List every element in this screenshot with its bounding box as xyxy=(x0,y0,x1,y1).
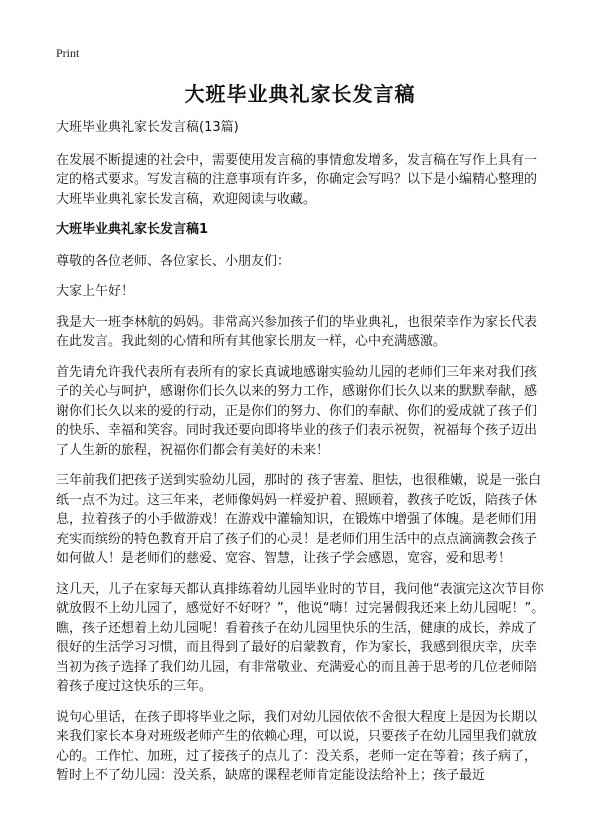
article-body xyxy=(56,118,548,797)
paragraph: 我是大一班李林航的妈妈。非常高兴参加孩子们的毕业典礼，也很荣幸作为家长代表在此发言。我此刻的心情和所有其他家长朋友一样，心中充满感激。 xyxy=(56,314,538,349)
paragraph: 三年前我们把孩子送到实验幼儿园，那时的 孩子害羞、胆怯，也很稚嫩，说是一张白纸一点不为过。这三年来，老师像妈妈一样爱护着、照顾着，教孩子吃饭，陪孩子休息，拉着孩子的小手做游戏！在游戏中灌输知识，在锻炼中增强了体魄。是老师们用充实而缤纷的特色教育开启了孩子们的心灵！是老师们用生活中的点点滴滴教会孩子如何做人！是老师们的慈爱、宽容、智慧，让孩子学会感恩，宽容，爱和思考！ xyxy=(56,473,542,566)
print-link[interactable]: Print xyxy=(56,46,80,60)
paragraph: 首先请允许我代表所有表所有的家长真诚地感谢实验幼儿园的老师们三年来对我们孩子的关心与呵护，感谢你们长久以来的努力工作，感谢你们长久以来的默默奉献，感谢你们长久以来的爱的行动，正是你们的努力、你们的奉献、你们的爱成就了孩子们的快乐、幸福和笑容。同时我还要向即将毕业的孩子们表示祝贺，祝福每个孩子迈出了人生新的旅程，祝福你们都会有美好的未来！ xyxy=(56,364,538,458)
paragraph: 这几天，儿子在家每天都认真排练着幼儿园毕业时的节目，我问他“表演完这次节目你就放假不上幼儿园了，感觉好不好呀？”，他说“嗨！过完暑假我还来上幼儿园呢！”。瞧，孩子还想着上幼儿园呢！看着孩子在幼儿园里快乐的生活，健康的成长，养成了很好的生活学习习惯，而且得到了最好的启蒙教育，作为家长，我感到很庆幸，庆幸当初为孩子选择了我们幼儿园，有非常敬业、充满爱心的而且善于思考的几位老师陪着孩子度过这快乐的三年。 xyxy=(56,581,545,694)
page-title: 大班毕业典礼家长发言稿 xyxy=(184,82,416,106)
paragraph: 说句心里话，在孩子即将毕业之际，我们对幼儿园依依不舍很大程度上是因为长期以来我们家长本身对班级老师产生的依赖心理，可以说，只要孩子在幼儿园里我们就放心的。工作忙、加班，过了接孩子的点儿了：没关系，老师一定在等着；孩子病了，暂时上不了幼儿园：没关系，缺席的课程老师肯定能设法给补上；孩子最近 xyxy=(56,709,538,783)
section-heading: 大班毕业典礼家长发言稿1 xyxy=(56,222,209,237)
article-subtitle: 大班毕业典礼家长发言稿(13篇) xyxy=(56,120,239,135)
intro-paragraph: 在发展不断提速的社会中，需要使用发言稿的事情愈发增多，发言稿在写作上具有一定的格式要求。写发言稿的注意事项有许多，你确定会写吗？以下是小编精心整理的大班毕业典礼家长发言稿，欢迎阅读与收藏。 xyxy=(56,152,538,207)
paragraph-greeting: 大家上午好！ xyxy=(56,284,135,299)
paragraph-salutation: 尊敬的各位老师、各位家长、小朋友们： xyxy=(56,253,291,269)
